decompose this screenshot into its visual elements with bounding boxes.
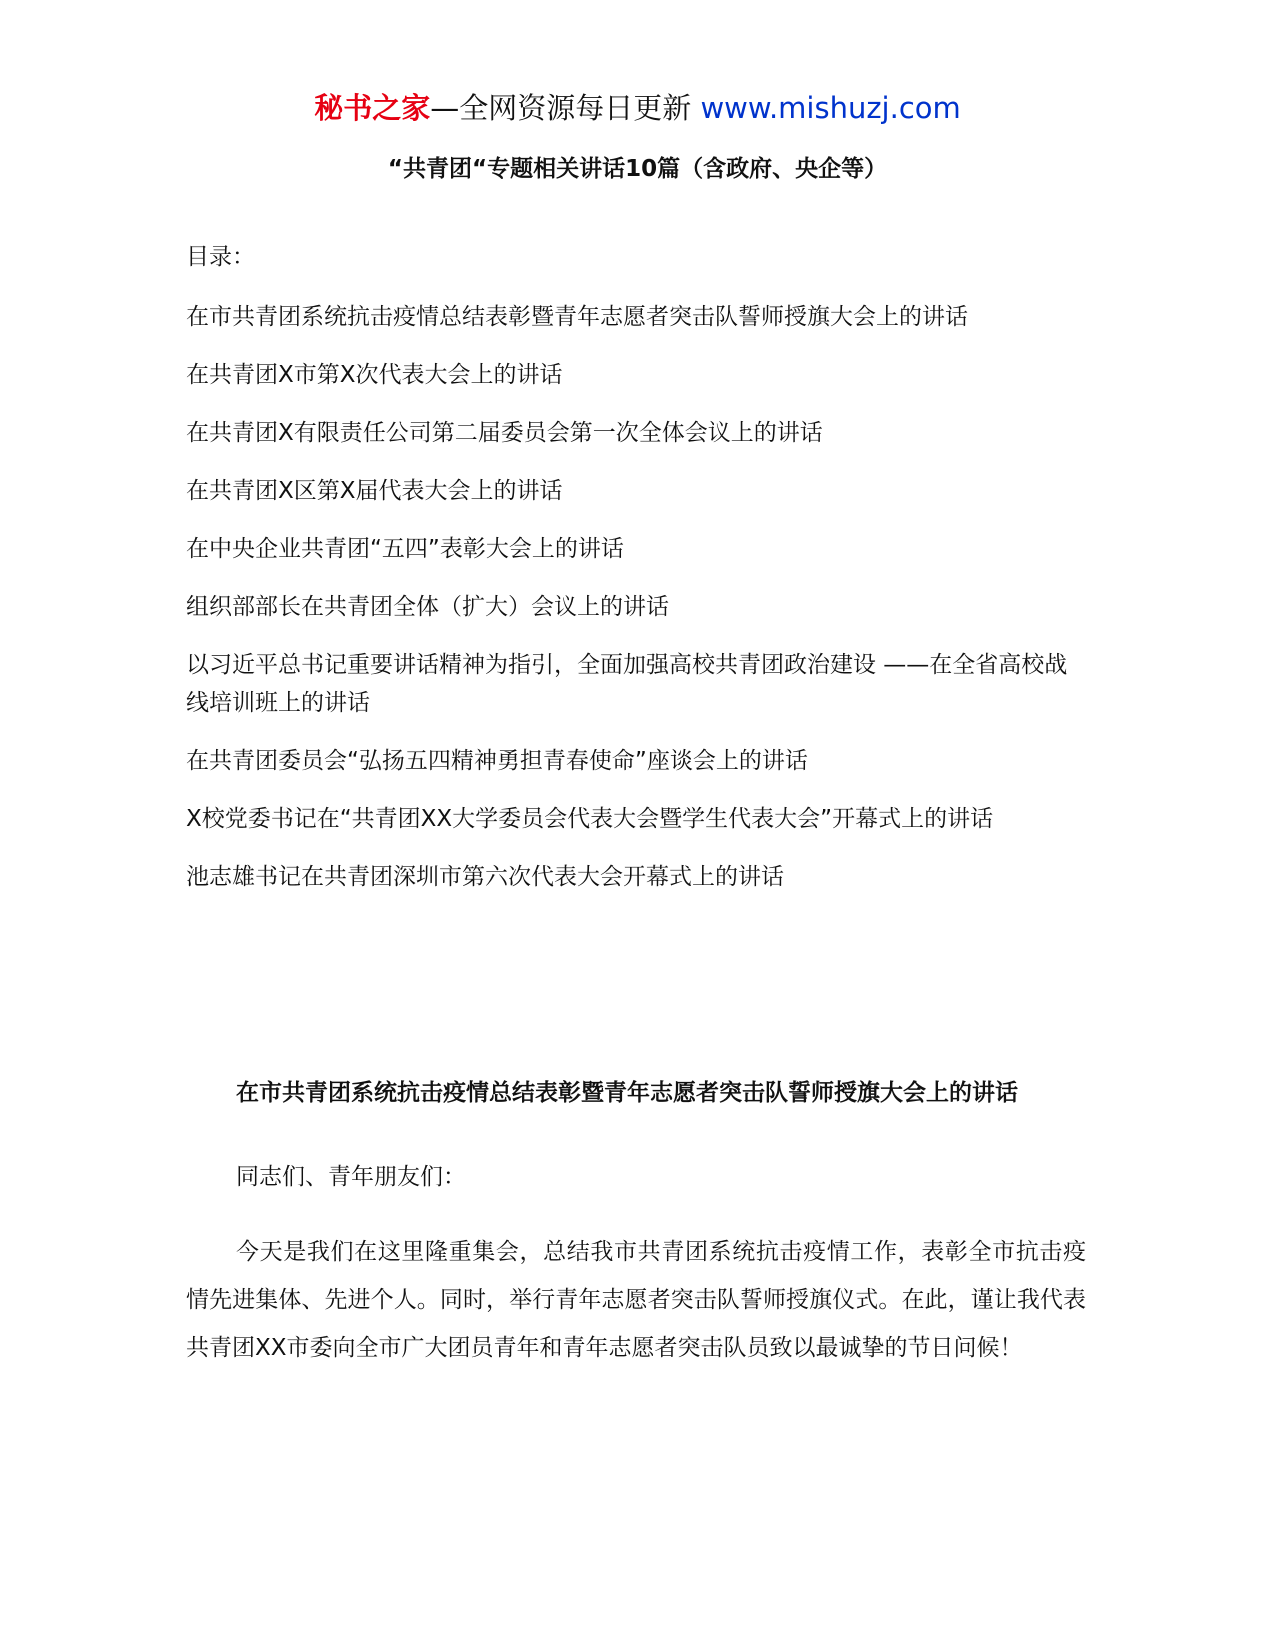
toc-item[interactable]: 池志雄书记在共青团深圳市第六次代表大会开幕式上的讲话 [186, 864, 784, 890]
salutation: 同志们、青年朋友们： [236, 1164, 466, 1190]
toc-label: 目录： [186, 244, 255, 270]
toc-item[interactable]: X校党委书记在“共青团XX大学委员会代表大会暨学生代表大会”开幕式上的讲话 [186, 806, 994, 832]
toc-item[interactable]: 组织部部长在共青团全体（扩大）会议上的讲话 [186, 594, 669, 620]
brand-name: 秘书之家 [314, 91, 431, 125]
section-title: 在市共青团系统抗击疫情总结表彰暨青年志愿者突击队誓师授旗大会上的讲话 [236, 1080, 1018, 1106]
body-paragraph: 今天是我们在这里隆重集会，总结我市共青团系统抗击疫情工作，表彰全市抗击疫情先进集体、先进个人。同时，举行青年志愿者突击队誓师授旗仪式。在此，谨让我代表共青团XX市委向全市广大团员青年和青年志愿者突击队员致以最诚挚的节日问候！ [186, 1239, 1086, 1361]
site-header [0, 88, 1275, 128]
toc-item[interactable]: 以习近平总书记重要讲话精神为指引，全面加强高校共青团政治建设 ——在全省高校战线培训班上的讲话 [186, 652, 1068, 716]
toc-item[interactable]: 在中央企业共青团“五四”表彰大会上的讲话 [186, 536, 624, 562]
header-tagline: —全网资源每日更新 [430, 91, 701, 125]
toc-item[interactable]: 在共青团X有限责任公司第二届委员会第一次全体会议上的讲话 [186, 420, 823, 446]
document-title: “共青团“专题相关讲话10篇（含政府、央企等） [387, 156, 888, 182]
toc-item[interactable]: 在共青团X区第X届代表大会上的讲话 [186, 478, 563, 504]
site-url-link[interactable]: www.mishuzj.com [700, 91, 961, 125]
toc-item[interactable]: 在共青团委员会“弘扬五四精神勇担青春使命”座谈会上的讲话 [186, 748, 808, 774]
toc-item[interactable]: 在共青团X市第X次代表大会上的讲话 [186, 362, 563, 388]
table-of-contents [186, 298, 1086, 916]
toc-item[interactable]: 在市共青团系统抗击疫情总结表彰暨青年志愿者突击队誓师授旗大会上的讲话 [186, 304, 968, 330]
